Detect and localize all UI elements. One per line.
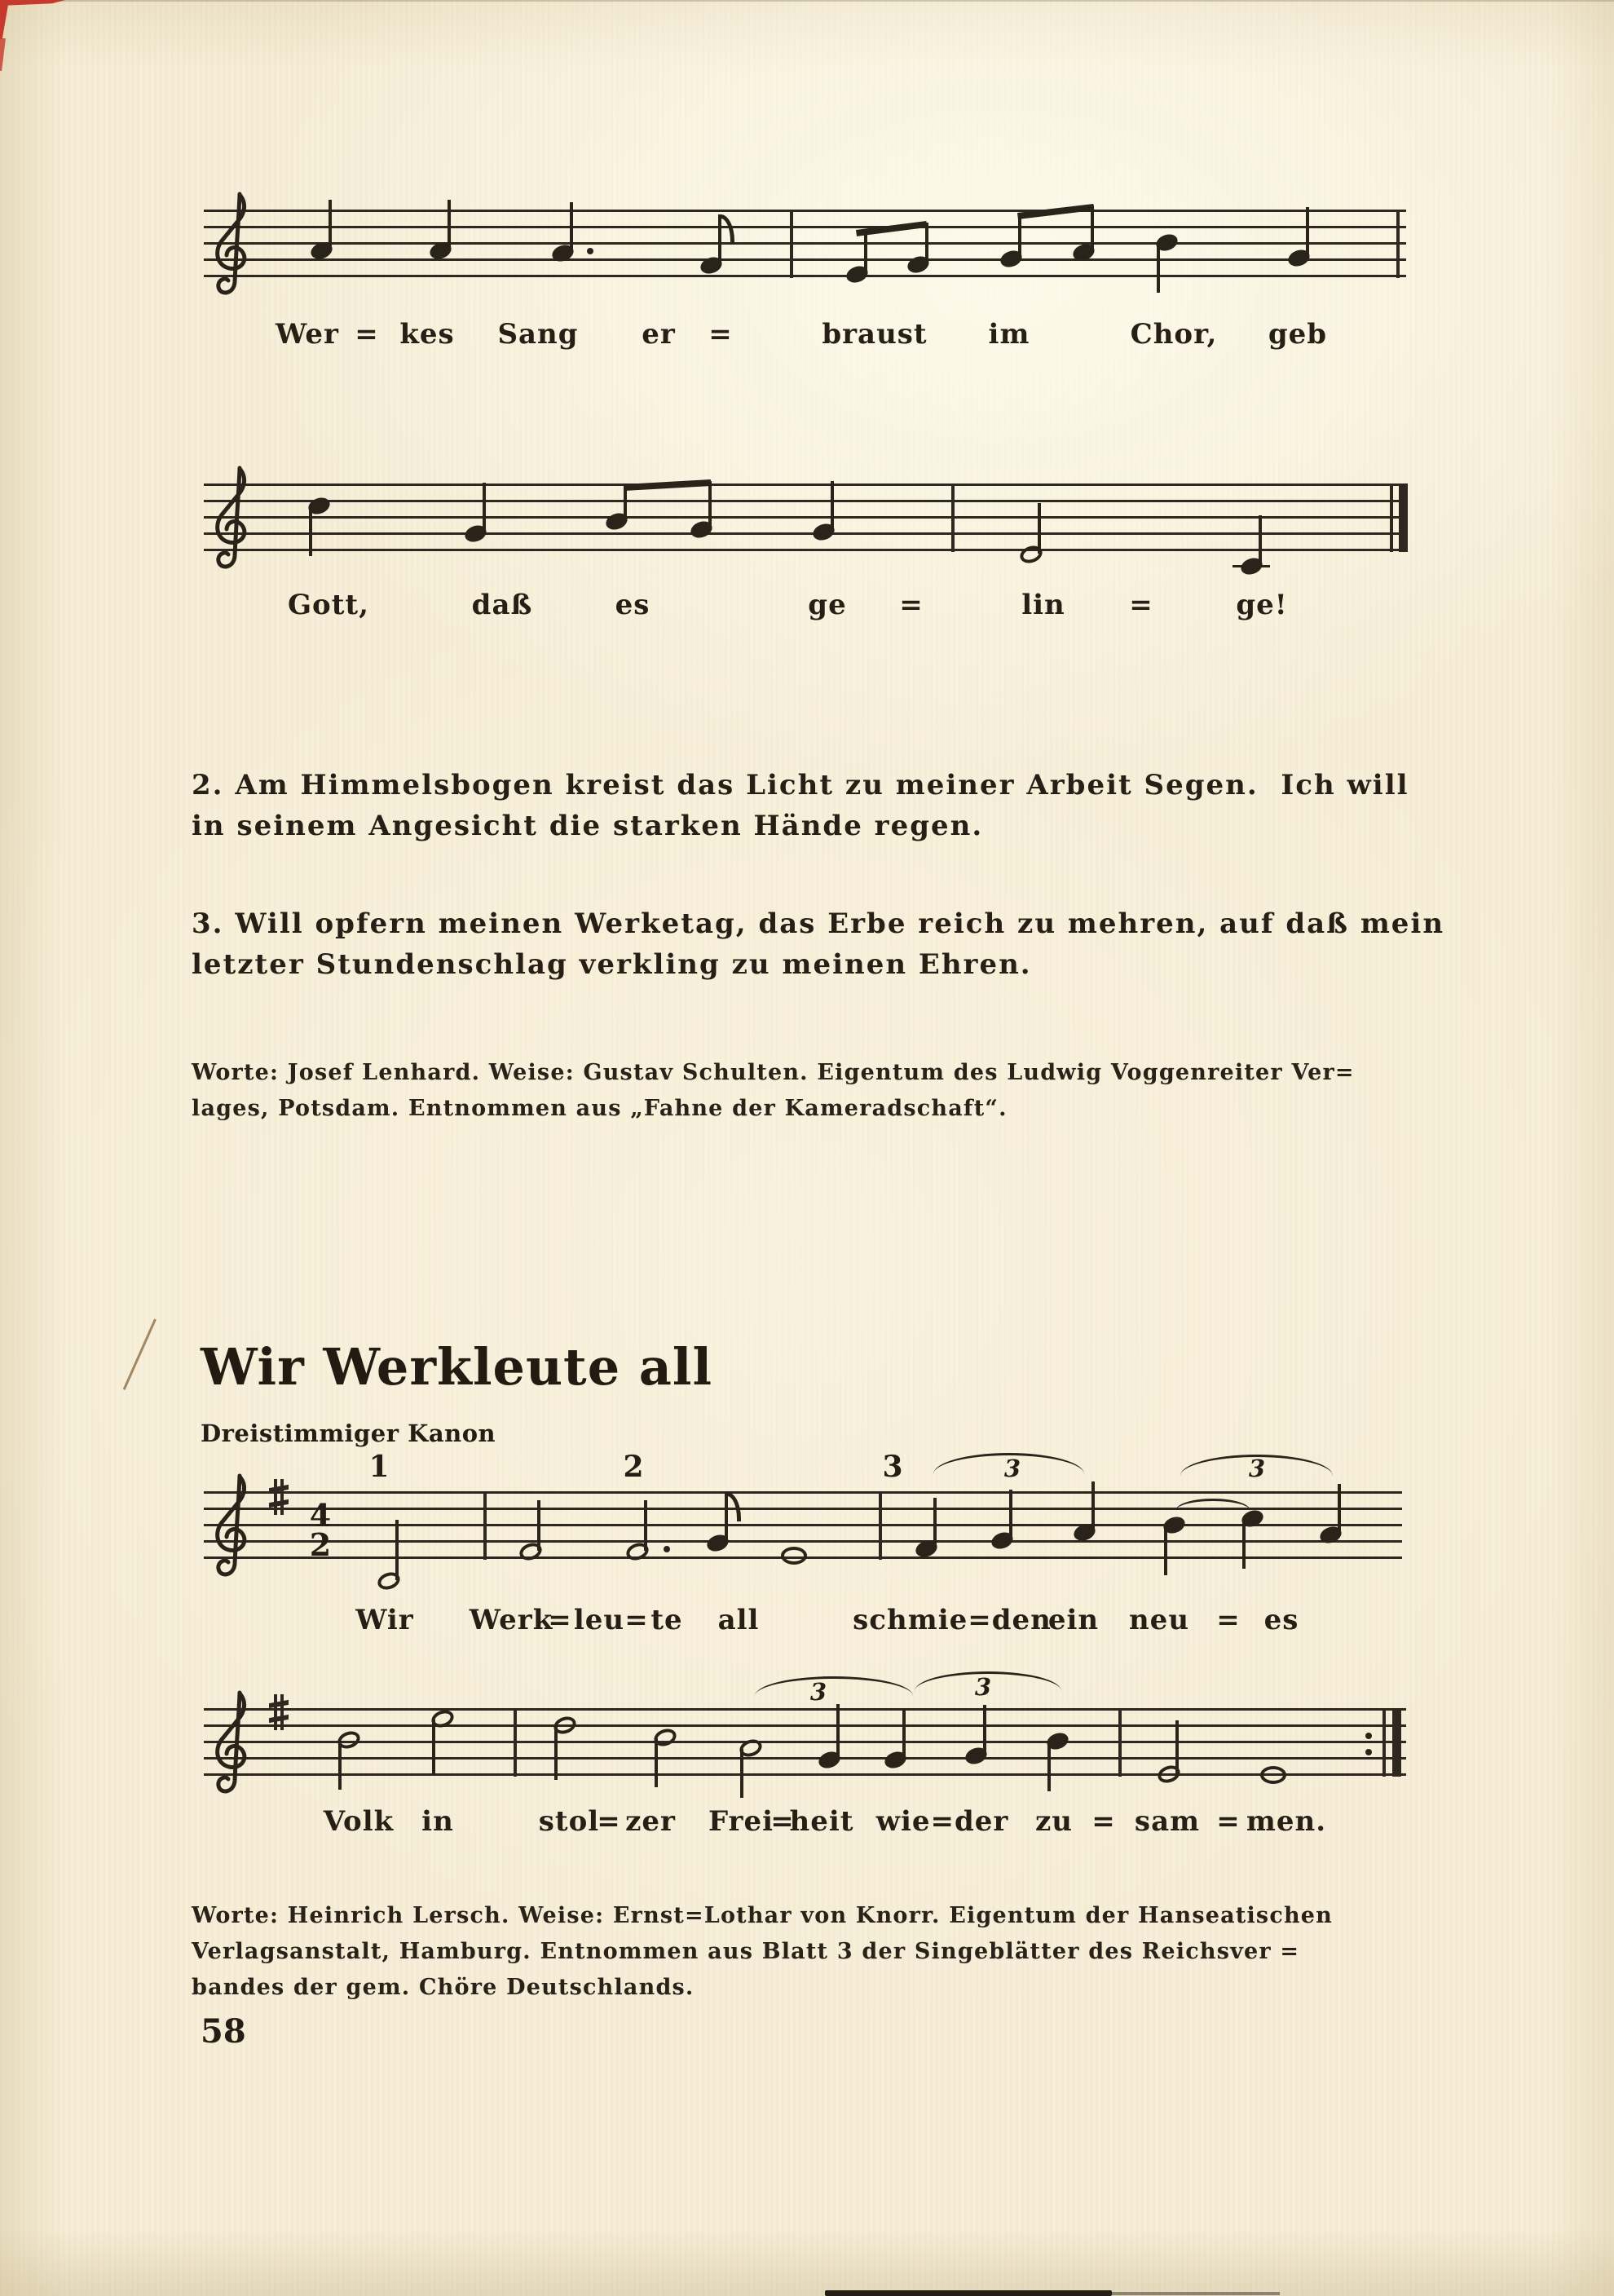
note-stem [740, 1749, 743, 1798]
song2-credit [192, 1898, 1431, 2006]
treble-clef-icon [209, 186, 256, 308]
lyric-word: zer [625, 1805, 676, 1838]
final-barline-thick [1399, 483, 1408, 552]
lyric-word: = [1129, 589, 1153, 621]
song2-title: Wir Werkleute all [201, 1337, 713, 1397]
note-stem [708, 481, 712, 529]
note-stem [537, 1500, 540, 1551]
treble-clef-icon [209, 1468, 256, 1590]
staff-line [204, 1708, 1406, 1711]
time-signature-denominator: 2 [309, 1526, 332, 1563]
staff-line [204, 516, 1406, 519]
lyric-word: sam [1134, 1805, 1201, 1838]
lyric-word: lin [1021, 589, 1065, 621]
note-stem [395, 1520, 399, 1580]
sharp-bar [269, 1485, 289, 1493]
lyric-word: Gott, [288, 589, 369, 621]
beam [856, 221, 927, 236]
staff-line [204, 258, 1406, 261]
staff-song1-line1 [204, 210, 1406, 351]
verse-2 [192, 765, 1431, 846]
song2-subtitle: Dreistimmiger Kanon [201, 1420, 496, 1447]
note-stem [1009, 1490, 1012, 1540]
beam [624, 479, 711, 491]
augmentation-dot [664, 1546, 670, 1552]
sharp-bar [269, 1499, 289, 1508]
song1-credit [192, 1055, 1431, 1127]
note-head [1260, 1766, 1286, 1784]
triplet-number: 3 [1248, 1455, 1266, 1482]
staff-line [204, 549, 1406, 551]
lyric-word: = [899, 589, 924, 621]
staff-kanon-line2 [204, 1673, 1406, 1838]
lyric-word: = [597, 1805, 621, 1838]
note-stem [1306, 207, 1309, 258]
barline [483, 1491, 487, 1560]
staff-kanon-line1 [204, 1450, 1402, 1636]
red-book-edge-mark [0, 0, 9, 39]
barline [790, 210, 793, 278]
lyric-word: heit [789, 1805, 854, 1838]
lyric-word: Volk [323, 1805, 395, 1838]
triplet-number: 3 [974, 1673, 992, 1701]
lyric-word: ge! [1236, 589, 1288, 621]
note-stem [1157, 244, 1160, 293]
staff-line [204, 1741, 1406, 1743]
verse-2-line-2: in seinem Angesicht die starken Hände regen. [192, 810, 984, 842]
note-stem [933, 1498, 937, 1548]
note-stem [925, 223, 928, 264]
scan-top-edge [0, 0, 1614, 2]
time-signature-numerator: 4 [309, 1497, 332, 1534]
note-stem [1338, 1484, 1341, 1534]
note-stem [624, 486, 627, 521]
repeat-dot [1365, 1749, 1372, 1755]
tie-slur [1175, 1499, 1250, 1511]
verse-2-line-1: 2. Am Himmelsbogen kreist das Licht zu meiner Arbeit Segen. Ich will [192, 769, 1409, 801]
lyric-word: Wer [276, 318, 339, 351]
lyric-word: Wir [355, 1604, 414, 1636]
repeat-dot [1365, 1733, 1372, 1739]
lyric-word: = [355, 318, 379, 351]
lyric-word: schmie=den [853, 1604, 1052, 1636]
lyric-word: geb [1268, 318, 1328, 351]
lyric-word: es [615, 589, 650, 621]
lyric-word: = [1091, 1805, 1116, 1838]
red-book-edge-mark [0, 38, 6, 71]
page-number: 58 [201, 2012, 246, 2051]
song2-credit-line-3: bandes der gem. Chöre Deutschlands. [192, 1975, 695, 2000]
red-book-edge-mark [0, 0, 65, 6]
note-stem [655, 1738, 658, 1787]
note-stem [309, 507, 312, 556]
lyric-word: ein [1047, 1604, 1100, 1636]
staff-line [204, 1540, 1402, 1543]
lyric-word: = [770, 1805, 795, 1838]
lyric-word: in [421, 1805, 454, 1838]
lyric-word: all [717, 1604, 760, 1636]
lyric-word: Frei [708, 1805, 774, 1838]
note-stem [1164, 1526, 1167, 1575]
lyric-word: Chor, [1130, 318, 1218, 351]
final-barline-thin [1390, 483, 1393, 552]
ledger-line [1233, 565, 1270, 567]
canon-entry-number: 2 [623, 1450, 644, 1484]
final-barline-thick [1392, 1708, 1401, 1777]
staff-line [204, 1724, 1406, 1727]
note-stem [1175, 1720, 1179, 1773]
staff-line [204, 242, 1406, 245]
beam [1017, 204, 1094, 219]
lyric-word: Sang [497, 318, 579, 351]
lyric-word: = [1216, 1604, 1241, 1636]
note-stem [329, 200, 332, 250]
staff-line [204, 210, 1406, 212]
lyric-word: braust [822, 318, 928, 351]
staff-line [204, 1773, 1406, 1776]
scan-bottom-edge [825, 2290, 1112, 2296]
staff-line [204, 275, 1406, 277]
sharp-bar [269, 1700, 289, 1708]
lyric-word: zu [1034, 1805, 1074, 1838]
staff-line [204, 226, 1406, 228]
note-stem [831, 481, 834, 532]
song1-credit-line-2: lages, Potsdam. Entnommen aus „Fahne der Kameradschaft“. [192, 1096, 1008, 1121]
treble-clef-icon [209, 1684, 256, 1807]
lyric-word: ge [808, 589, 847, 621]
note-stem [554, 1726, 558, 1780]
note-stem [836, 1704, 840, 1760]
eighth-flag-icon [721, 214, 734, 244]
lyric-word: stol [538, 1805, 600, 1838]
staff-song1-line2 [204, 484, 1406, 621]
sharp-icon [271, 1479, 287, 1515]
lyric-word: = [624, 1604, 649, 1636]
lyric-word: te [650, 1604, 683, 1636]
note-stem [1038, 503, 1041, 554]
lyric-word: Werk [469, 1604, 553, 1636]
song2-credit-line-1: Worte: Heinrich Lersch. Weise: Ernst=Lothar von Knorr. Eigentum der Hanseatischen [192, 1903, 1334, 1928]
pencil-slash-mark [123, 1318, 157, 1390]
verse-3-line-1: 3. Will opfern meinen Werketag, das Erbe reich zu mehren, auf daß mein [192, 907, 1445, 940]
staff-line [204, 1524, 1402, 1526]
treble-clef-icon [209, 460, 256, 582]
note-stem [1047, 1742, 1051, 1791]
note-stem [983, 1705, 986, 1755]
note-stem [1018, 214, 1021, 258]
lyric-word: daß [471, 589, 533, 621]
lyric-word: wie=der [875, 1805, 1009, 1838]
scan-bottom-edge [1105, 2292, 1280, 2295]
note-stem [902, 1709, 906, 1760]
triplet-slur [755, 1676, 913, 1696]
staff-line [204, 1491, 1402, 1494]
song2-credit-line-2: Verlagsanstalt, Hamburg. Entnommen aus Blatt 3 der Singeblätter des Reichsver = [192, 1939, 1300, 1964]
canon-entry-number: 1 [368, 1450, 390, 1484]
barline [514, 1708, 517, 1777]
note-stem [432, 1720, 435, 1775]
note-stem [1242, 1520, 1246, 1569]
sharp-bar [269, 1715, 289, 1723]
lyric-word: kes [399, 318, 455, 351]
barline [1118, 1708, 1122, 1777]
note-stem [1259, 515, 1262, 566]
staff-line [204, 1757, 1406, 1760]
sharp-icon [271, 1694, 287, 1730]
triplet-number: 3 [809, 1678, 827, 1706]
lyric-word: = [708, 318, 733, 351]
note-stem [1091, 1481, 1095, 1532]
barline [879, 1491, 882, 1560]
augmentation-dot [587, 248, 593, 254]
note-head [781, 1547, 807, 1565]
note-stem [338, 1741, 342, 1790]
note-stem [864, 232, 867, 274]
lyric-word: men. [1246, 1805, 1327, 1838]
staff-line [204, 532, 1406, 535]
note-stem [483, 483, 486, 533]
barline [1396, 210, 1400, 278]
lyric-word: = [1216, 1805, 1241, 1838]
note-stem [644, 1500, 647, 1551]
staff-line [204, 500, 1406, 502]
barline [951, 483, 955, 552]
staff-line [204, 483, 1406, 486]
song1-credit-line-1: Worte: Josef Lenhard. Weise: Gustav Schulten. Eigentum des Ludwig Voggenreiter Ver= [192, 1060, 1355, 1085]
lyric-word: im [988, 318, 1030, 351]
lyric-word: neu [1128, 1604, 1190, 1636]
lyric-word: leu [573, 1604, 625, 1636]
note-stem [570, 202, 573, 253]
lyric-word: es [1263, 1604, 1299, 1636]
note-stem [448, 200, 451, 250]
lyric-word: er [642, 318, 676, 351]
eighth-flag-icon [727, 1492, 741, 1521]
verse-3 [192, 903, 1445, 985]
canon-entry-number: 3 [882, 1450, 903, 1484]
final-barline-thin [1382, 1708, 1386, 1777]
triplet-number: 3 [1003, 1455, 1021, 1482]
note-stem [1091, 205, 1094, 252]
lyric-word: = [548, 1604, 572, 1636]
verse-3-line-2: letzter Stundenschlag verkling zu meinen Ehren. [192, 948, 1032, 981]
